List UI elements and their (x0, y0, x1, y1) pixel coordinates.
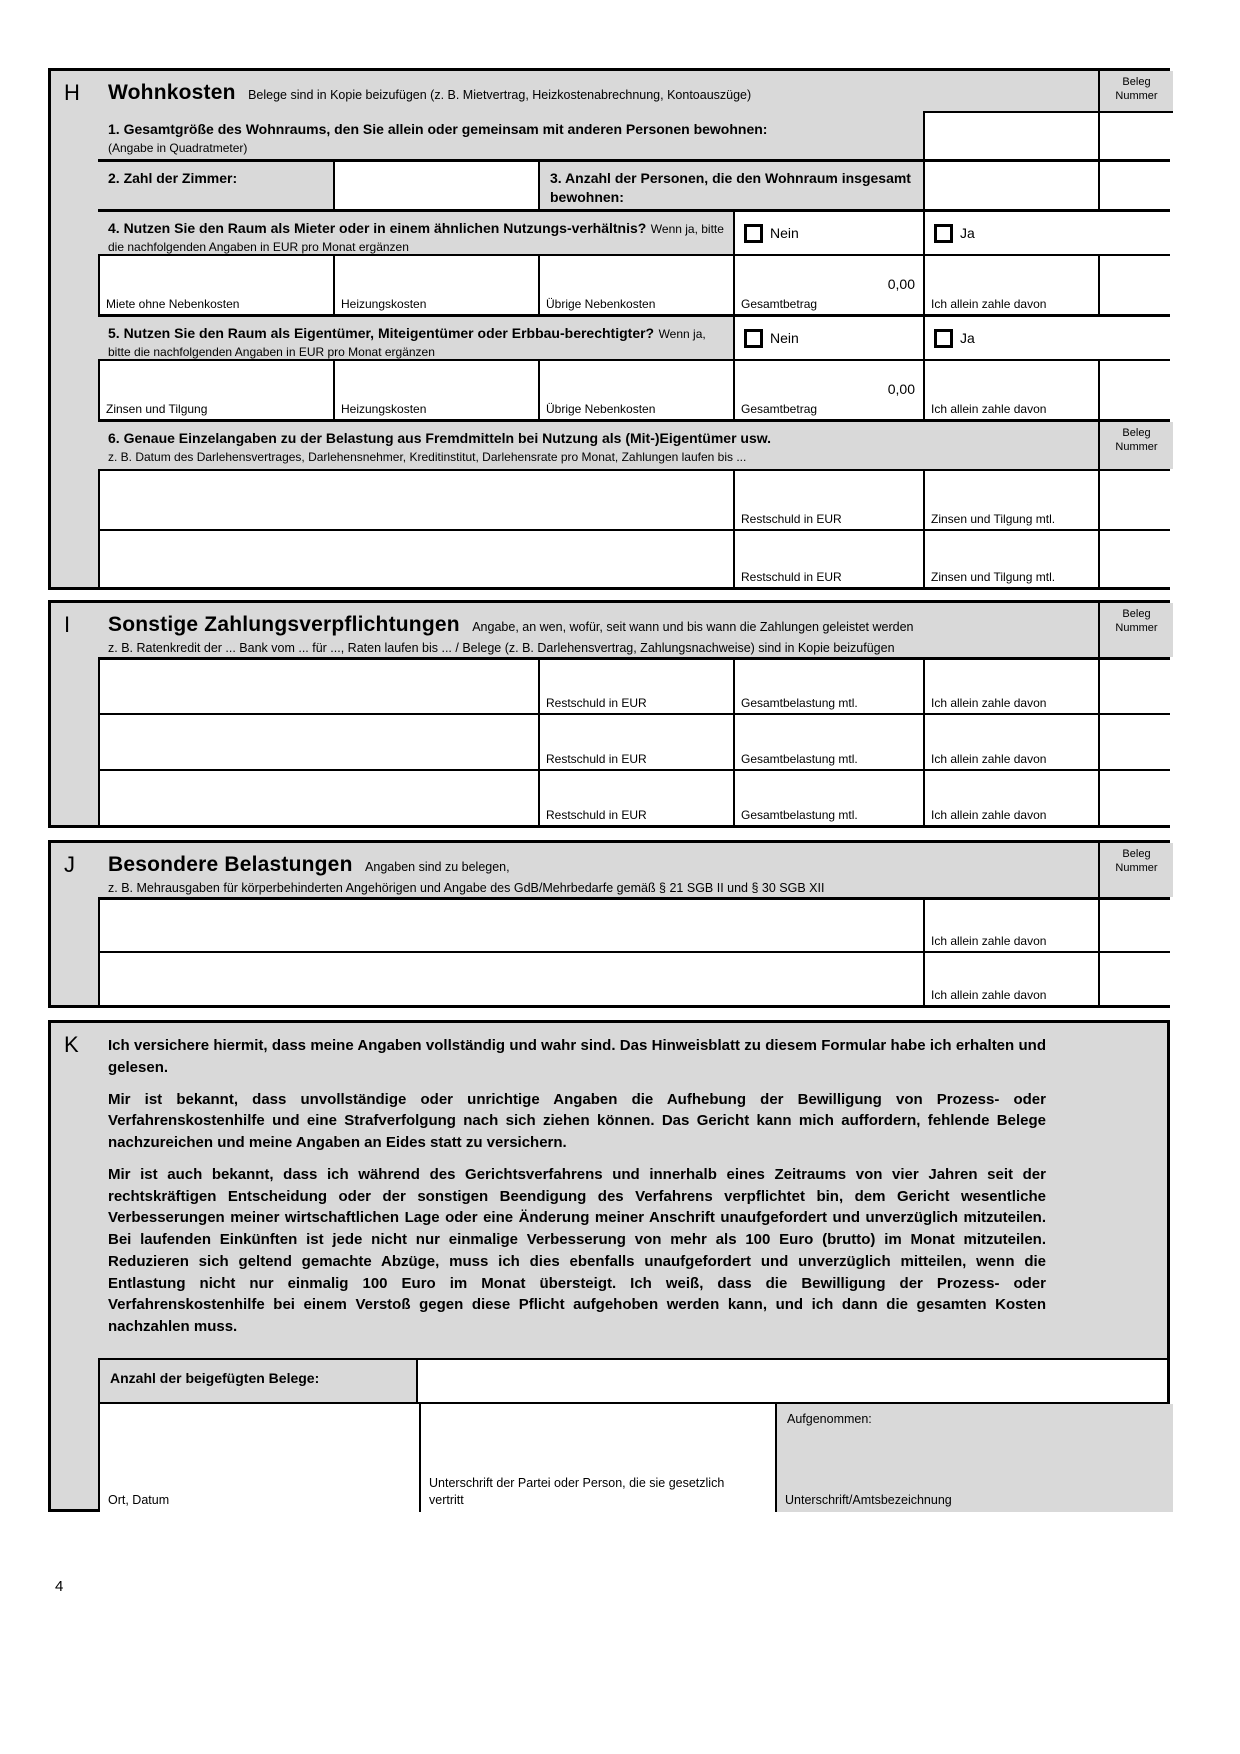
personen-input[interactable] (923, 162, 1098, 209)
anzahl-belege-input[interactable] (418, 1360, 1167, 1402)
ich-allein-input[interactable]: Ich allein zahle davon (923, 715, 1098, 769)
mieter-nein-checkbox[interactable] (744, 224, 763, 243)
section-subtitle-2: z. B. Ratenkredit der ... Bank vom ... für ..., Raten laufen bis ... / Belege (z. B. Darlehensvertrag, Zahlungsnachweise) sind in Kopie beizufügen (108, 641, 895, 655)
beleg-cell[interactable] (1098, 900, 1173, 951)
section-versicherung (48, 1020, 1170, 1512)
eigentuemer-ja-checkbox[interactable] (934, 329, 953, 348)
miete-input[interactable]: Miete ohne Nebenkosten (98, 256, 333, 314)
section-j-title (98, 843, 1098, 897)
section-subtitle: Angabe, an wen, wofür, seit wann und bis wann die Zahlungen geleistet werden (472, 620, 914, 634)
restschuld-input[interactable]: Restschuld in EUR (733, 531, 923, 587)
darlehen-angaben-input[interactable] (98, 471, 733, 529)
section-subtitle: Angaben sind zu belegen, (365, 860, 510, 874)
section-i-title (98, 603, 1098, 657)
heizungskosten-input[interactable]: Heizungskosten (333, 256, 538, 314)
gesamtbetrag-cell: 0,00 Gesamtbetrag (733, 361, 923, 419)
zimmer-input[interactable] (333, 162, 538, 209)
ort-datum-input[interactable]: Ort, Datum (98, 1404, 419, 1512)
darlehen-angaben-input[interactable] (98, 531, 733, 587)
unterschrift-partei-input[interactable]: Unterschrift der Partei oder Person, die sie gesetzlich vertritt (419, 1404, 775, 1512)
section-subtitle-2: z. B. Mehrausgaben für körperbehinderten Angehörigen und Angabe des GdB/Mehrbedarfe gemäß § 21 SGB II und § 30 SGB XII (108, 881, 825, 895)
zahlungsverpflichtung-input[interactable] (98, 660, 538, 713)
gesamtbelastung-input[interactable]: Gesamtbelastung mtl. (733, 771, 923, 825)
mieter-nein-option: Nein (733, 212, 923, 254)
declaration-paragraph-2: Mir ist bekannt, dass unvollständige oder unrichtige Angaben die Aufhebung der Bewilligung von Prozess- oder Verfahrenskostenhilfe und eine Strafverfolgung nach sich ziehen können. Das Gericht kann mich auffordern, fehlende Belege nachzureichen und meine Angaben an Eides statt zu versichern. (108, 1090, 1046, 1151)
nebenkosten-input[interactable]: Übrige Nebenkosten (538, 256, 733, 314)
belastung-input[interactable] (98, 953, 923, 1005)
heizungskosten-input[interactable]: Heizungskosten (333, 361, 538, 419)
section-k-letter: K (64, 1032, 79, 1057)
q6-label-cell: 6. Genaue Einzelangaben zu der Belastung aus Fremdmitteln bei Nutzung als (Mit-)Eigentümer usw. z. B. Datum des Darlehensvertrages, Darlehensnehmer, Kreditinstitut, Darlehensrate pro Monat, Zahlungen laufen bis ... (98, 422, 1098, 469)
beleg-cell[interactable] (1098, 111, 1173, 159)
eigentuemer-nein-checkbox[interactable] (744, 329, 763, 348)
section-subtitle: Belege sind in Kopie beizufügen (z. B. Mietvertrag, Heizkostenabrechnung, Kontoauszüge) (248, 88, 752, 102)
restschuld-input[interactable]: Restschuld in EUR (538, 715, 733, 769)
eigentuemer-ja-option: Ja (923, 317, 1173, 359)
section-wohnkosten (48, 68, 1170, 590)
section-title: Wohnkosten (108, 81, 236, 104)
gesamtbelastung-input[interactable]: Gesamtbelastung mtl. (733, 660, 923, 713)
nebenkosten-input[interactable]: Übrige Nebenkosten (538, 361, 733, 419)
q1-label-cell: 1. Gesamtgröße des Wohnraums, den Sie allein oder gemeinsam mit anderen Personen bewohnen: (Angabe in Quadratmeter) (98, 113, 923, 159)
beleg-cell[interactable] (1098, 660, 1173, 713)
aufgenommen-area[interactable]: Aufgenommen: Unterschrift/Amtsbezeichnung (775, 1404, 1173, 1512)
beleg-nummer-header: Beleg Nummer (1098, 603, 1173, 657)
zinsen-tilgung-mtl-input[interactable]: Zinsen und Tilgung mtl. (923, 471, 1098, 529)
zinsen-tilgung-input[interactable]: Zinsen und Tilgung (98, 361, 333, 419)
q3-label-cell: 3. Anzahl der Personen, die den Wohnraum insgesamt bewohnen: (538, 162, 923, 209)
belastung-input[interactable] (98, 900, 923, 951)
beleg-cell[interactable] (1098, 953, 1173, 1005)
beleg-cell[interactable] (1098, 471, 1173, 529)
section-letter-strip (51, 603, 98, 825)
anzahl-belege-label: Anzahl der beigefügten Belege: (98, 1360, 418, 1402)
q4-label-cell: 4. Nutzen Sie den Raum als Mieter oder in einem ähnlichen Nutzungs-verhältnis? Wenn ja, bitte die nachfolgenden Angaben in EUR pro Monat ergänzen (98, 212, 733, 254)
beleg-cell[interactable] (1098, 771, 1173, 825)
declaration-paragraph-3: Mir ist auch bekannt, dass ich während des Gerichtsverfahrens und innerhalb eines Zeitraums von vier Jahren seit der rechtskräftigen Entscheidung oder der sonstigen Beendigung des Verfahrens verpflichtet bin, dem Gericht wesentliche Verbesserungen meiner wirtschaftlichen Lage oder eine Änderung meiner Anschrift unaufgefordert und unverzüglich mitzuteilen. Bei laufenden Einkünften ist jede nicht nur einmalige Verbesserung von mehr als 100 Euro (brutto) im Monat mitzuteilen. Reduzieren sich geltend gemachte Abzüge, muss ich dies ebenfalls unaufgefordert und unverzüglich mitteilen, wenn die Entlastung nicht nur einmalig 100 Euro im Monat übersteigt. Ich weiß, dass die Bewilligung der Prozess- oder Verfahrenskostenhilfe bei einem Verstoß gegen diese Pflicht aufgehoben werden kann, und ich dann die gesamten Kosten nachzahlen muss. (108, 1165, 1046, 1335)
section-zahlungsverpflichtungen (48, 600, 1170, 828)
beleg-nummer-header: Beleg Nummer (1098, 71, 1173, 113)
restschuld-input[interactable]: Restschuld in EUR (538, 771, 733, 825)
ich-allein-input[interactable]: Ich allein zahle davon (923, 953, 1098, 1005)
mieter-ja-option: Ja (923, 212, 1173, 254)
beleg-cell[interactable] (1098, 361, 1173, 419)
zahlungsverpflichtung-input[interactable] (98, 771, 538, 825)
gesamtbetrag-value: 0,00 (887, 381, 915, 397)
section-title: Sonstige Zahlungsverpflichtungen (108, 613, 460, 636)
section-title: Besondere Belastungen (108, 853, 353, 876)
ich-allein-input[interactable]: Ich allein zahle davon (923, 361, 1098, 419)
beleg-nummer-header: Beleg Nummer (1098, 422, 1173, 469)
zinsen-tilgung-mtl-input[interactable]: Zinsen und Tilgung mtl. (923, 531, 1098, 587)
beleg-cell[interactable] (1098, 715, 1173, 769)
declaration-text (51, 1023, 1167, 1358)
section-besondere-belastungen (48, 840, 1170, 1008)
page-number: 4 (55, 1578, 64, 1595)
restschuld-input[interactable]: Restschuld in EUR (538, 660, 733, 713)
mieter-ja-checkbox[interactable] (934, 224, 953, 243)
ich-allein-input[interactable]: Ich allein zahle davon (923, 256, 1098, 314)
beleg-cell[interactable] (1098, 531, 1173, 587)
beleg-cell[interactable] (1098, 256, 1173, 314)
zahlungsverpflichtung-input[interactable] (98, 715, 538, 769)
section-letter-strip (51, 71, 98, 587)
beleg-nummer-header: Beleg Nummer (1098, 843, 1173, 897)
section-i-letter: I (64, 612, 71, 637)
ich-allein-input[interactable]: Ich allein zahle davon (923, 900, 1098, 951)
q5-label-cell: 5. Nutzen Sie den Raum als Eigentümer, Miteigentümer oder Erbbau-berechtigter? Wenn ja, bitte die nachfolgenden Angaben in EUR pro Monat ergänzen (98, 317, 733, 359)
section-j-letter: J (64, 852, 75, 877)
restschuld-input[interactable]: Restschuld in EUR (733, 471, 923, 529)
section-h-title (98, 71, 1098, 113)
eigentuemer-nein-option: Nein (733, 317, 923, 359)
gesamtbetrag-value: 0,00 (887, 276, 915, 292)
section-h-letter: H (64, 80, 80, 105)
beleg-cell[interactable] (1098, 162, 1173, 209)
ich-allein-input[interactable]: Ich allein zahle davon (923, 771, 1098, 825)
declaration-paragraph-1: Ich versichere hiermit, dass meine Angaben vollständig und wahr sind. Das Hinweisblatt zu diesem Formular habe ich erhalten und gelesen. (108, 1037, 1046, 1076)
ich-allein-input[interactable]: Ich allein zahle davon (923, 660, 1098, 713)
gesamtbelastung-input[interactable]: Gesamtbelastung mtl. (733, 715, 923, 769)
q2-label-cell: 2. Zahl der Zimmer: (98, 162, 333, 209)
gesamtbetrag-cell: 0,00 Gesamtbetrag (733, 256, 923, 314)
wohnraum-groesse-input[interactable] (923, 111, 1098, 159)
